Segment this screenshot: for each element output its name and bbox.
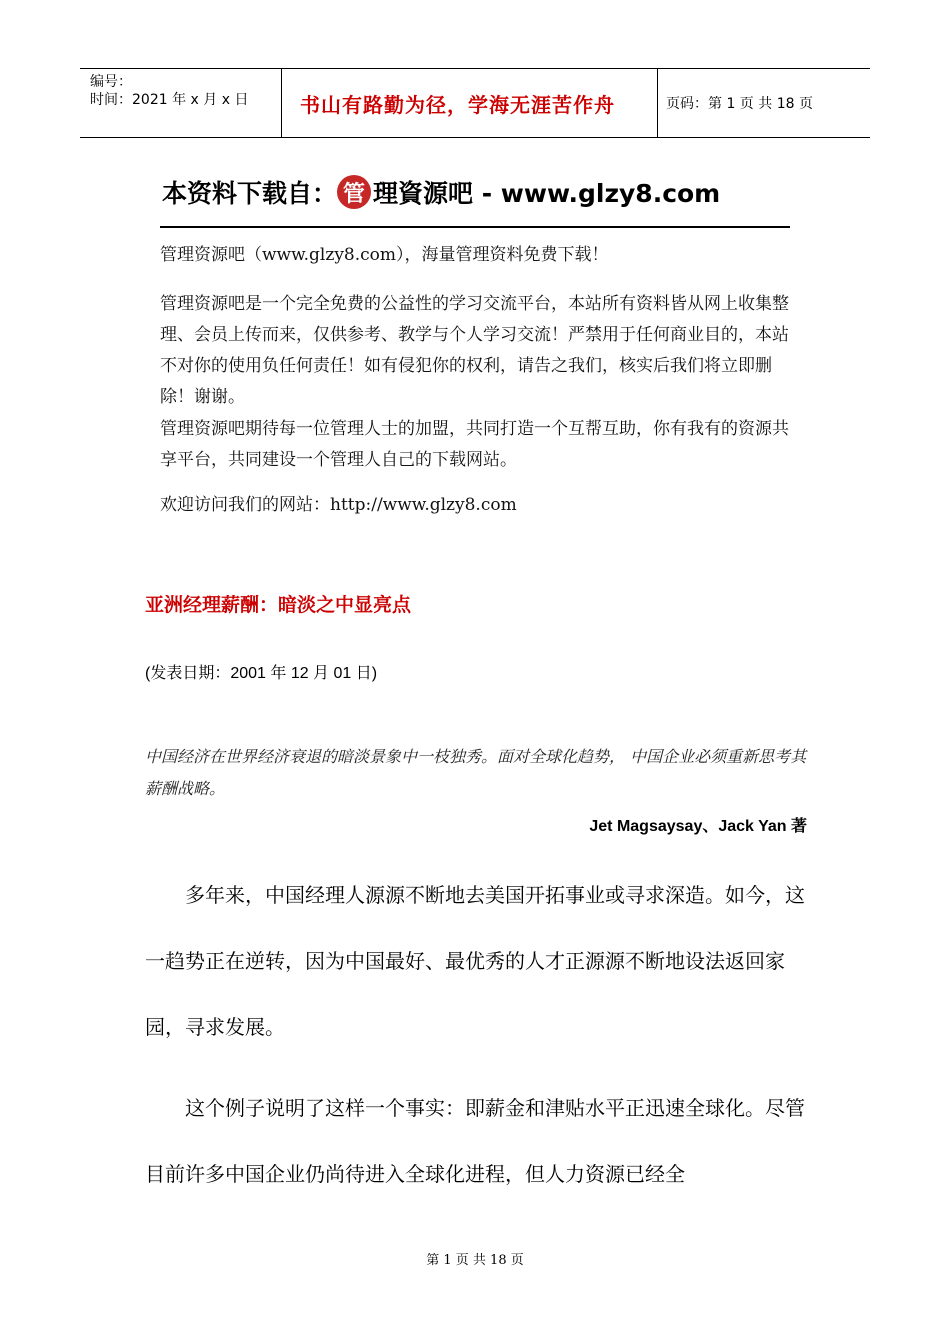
document-number: 编号： [90,74,132,90]
article-paragraph-2: 这个例子说明了这样一个事实：即薪金和津贴水平正迅速全球化。尽管目前许多中国企业仍尚待进入全球化进程，但人力资源已经全 [145,1096,805,1186]
article-lead: 中国经济在世界经济衰退的暗淡景象中一枝独秀。面对全球化趋势， 中国企业必须重新思考其薪酬战略。 [145,747,807,798]
banner-divider [160,226,790,228]
notice-paragraph-1: 管理资源吧（www.glzy8.com），海量管理资料免费下载！ [160,245,609,265]
article-paragraph-1: 多年来，中国经理人源源不断地去美国开拓事业或寻求深造。如今，这一趋势正在逆转，因为中国最好、最优秀的人才正源源不断地设法返回家园，寻求发展。 [145,883,805,1039]
notice-paragraph-4: 欢迎访问我们的网站：http://www.glzy8.com [160,495,517,515]
page-header [80,68,870,138]
site-logo-icon: 管 [337,175,371,209]
header-motto-cell [282,69,658,137]
page-footer: 第 1 页 共 18 页 [426,1253,524,1268]
notice-paragraph-2: 管理资源吧是一个完全免费的公益性的学习交流平台，本站所有资料皆从网上收集整理、会员上传而来，仅供参考、教学与个人学习交流！严禁用于任何商业目的，本站不对你的使用负任何责任！如有侵犯你的权利，请告之我们，核实后我们将立即删除！谢谢。 [160,294,789,407]
banner-prefix: 本资料下载自： [162,179,338,208]
header-page-cell [658,69,870,137]
banner-title [162,174,720,210]
notice-paragraph-3: 管理资源吧期待每一位管理人士的加盟，共同打造一个互帮互助，你有我有的资源共享平台，共同建设一个管理人自己的下载网站。 [160,419,789,470]
banner-brand: 理資源吧 - www.glzy8.com [373,179,721,208]
download-banner [160,166,790,228]
header-motto: 书山有路勤为径，学海无涯苦作舟 [300,92,615,117]
article-author: Jet Magsaysay、Jack Yan 著 [589,818,807,835]
publish-date: (发表日期：2001 年 12 月 01 日) [145,665,378,682]
document-time: 时间：2021 年 x 月 x 日 [90,92,249,108]
article-title: 亚洲经理薪酬：暗淡之中显亮点 [145,594,412,616]
header-page-number: 页码：第 1 页 共 18 页 [666,96,813,112]
header-meta [80,69,282,137]
